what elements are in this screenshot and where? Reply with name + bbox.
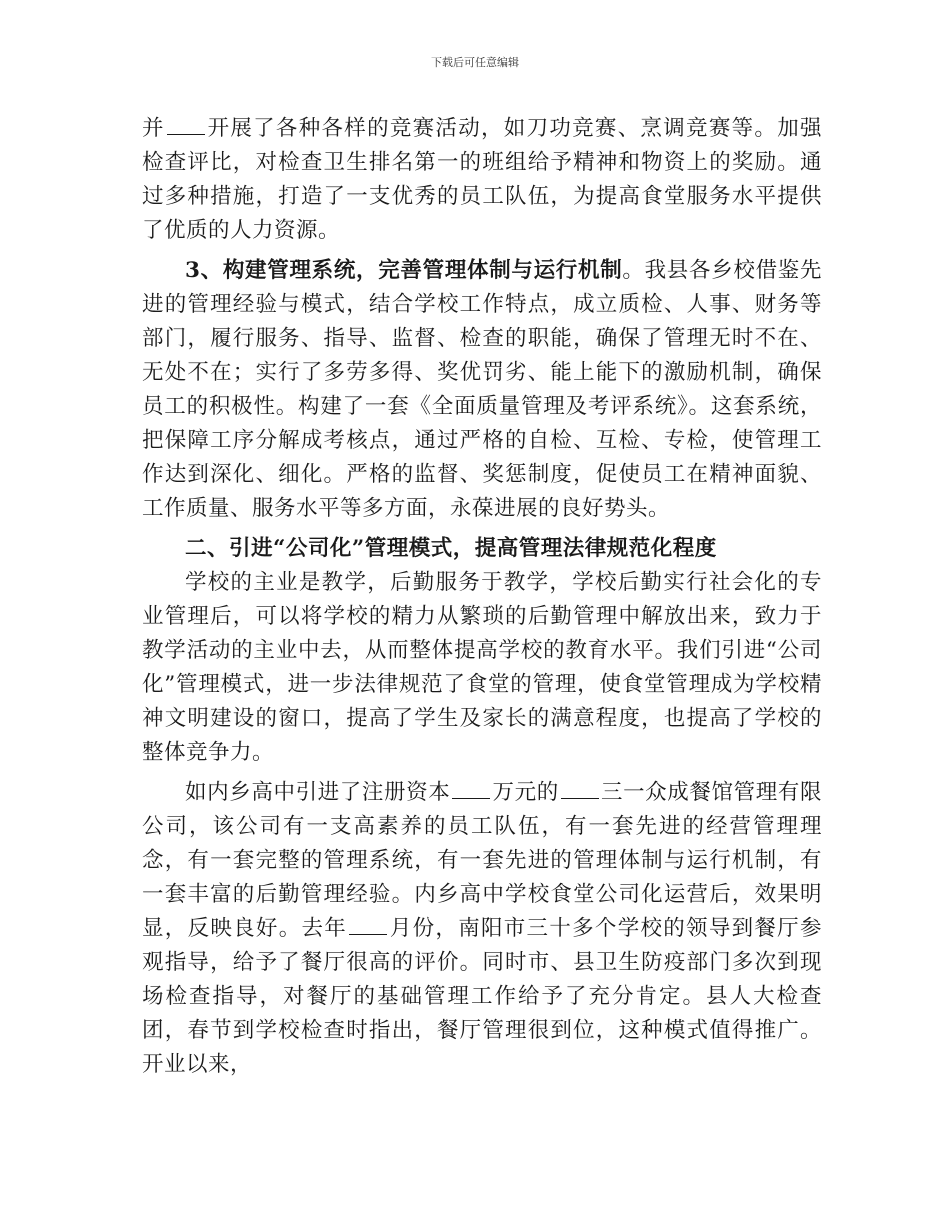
- blank-line: [349, 914, 387, 935]
- paragraph-2: [142, 254, 822, 526]
- text-segment: 月份，南阳市三十多个学校的领导到餐厅参观指导，给予了餐厅很高的评价。同时市、县卫生防疫部门多次到现场检查指导，对餐厅的基础管理工作给予了充分肯定。县人大检查团，春节到学校检查时指出，餐厅管理很到位，这种模式值得推广。开业以来，: [142, 916, 822, 1077]
- section-lead: 3、构建管理系统，完善管理体制与运行机制: [185, 258, 623, 283]
- text-segment: 万元的: [492, 780, 559, 805]
- text-segment: 并: [142, 116, 165, 141]
- text-segment: 三一众成餐馆管理有限公司，该公司有一支高素养的员工队伍，有一套先进的经营管理理念，有一套完整的管理系统，有一套先进的管理体制与运行机制，有一套丰富的后勤管理经验。内乡高中学校食堂公司化运营后，效果明显，反映良好。去年: [142, 780, 822, 941]
- page-header: 下载后可任意编辑: [431, 56, 519, 69]
- blank-line: [561, 778, 599, 799]
- text-segment: 。我县各乡校借鉴先进的管理经验与模式，结合学校工作特点，成立质检、人事、财务等部门，履行服务、指导、监督、检查的职能，确保了管理无时不在、无处不在；实行了多劳多得、奖优罚劣、能上能下的激励机制，确保员工的积极性。构建了一套《全面质量管理及考评系统》。这套系统，把保障工序分解成考核点，通过严格的自检、互检、专检，使管理工作达到深化、细化。严格的监督、奖惩制度，促使员工在精神面貌、工作质量、服务水平等多方面，永葆进展的良好势头。: [142, 258, 822, 521]
- paragraph-4: [142, 776, 822, 1082]
- text-segment: 如内乡高中引进了注册资本: [185, 780, 451, 805]
- blank-line: [452, 778, 490, 799]
- section-heading: 二、引进“公司化”管理模式，提高管理法律规范化程度: [185, 536, 717, 561]
- paragraph-3: 学校的主业是教学，后勤服务于教学，学校后勤实行社会化的专业管理后，可以将学校的精力从繁琐的后勤管理中解放出来，致力于教学活动的主业中去，从而整体提高学校的教育水平。我们引进“公司化”管理模式，进一步法律规范了食堂的管理，使食堂管理成为学校精神文明建设的窗口，提高了学生及家长的满意程度，也提高了学校的整体竞争力。: [142, 570, 822, 765]
- paragraph-1: [142, 112, 822, 248]
- text-segment: 开展了各种各样的竞赛活动，如刀功竞赛、烹调竞赛等。加强检查评比，对检查卫生排名第一的班组给予精神和物资上的奖励。通过多种措施，打造了一支优秀的员工队伍，为提高食堂服务水平提供了优质的人力资源。: [142, 116, 822, 243]
- document-body: [142, 112, 822, 1082]
- blank-line: [167, 114, 205, 135]
